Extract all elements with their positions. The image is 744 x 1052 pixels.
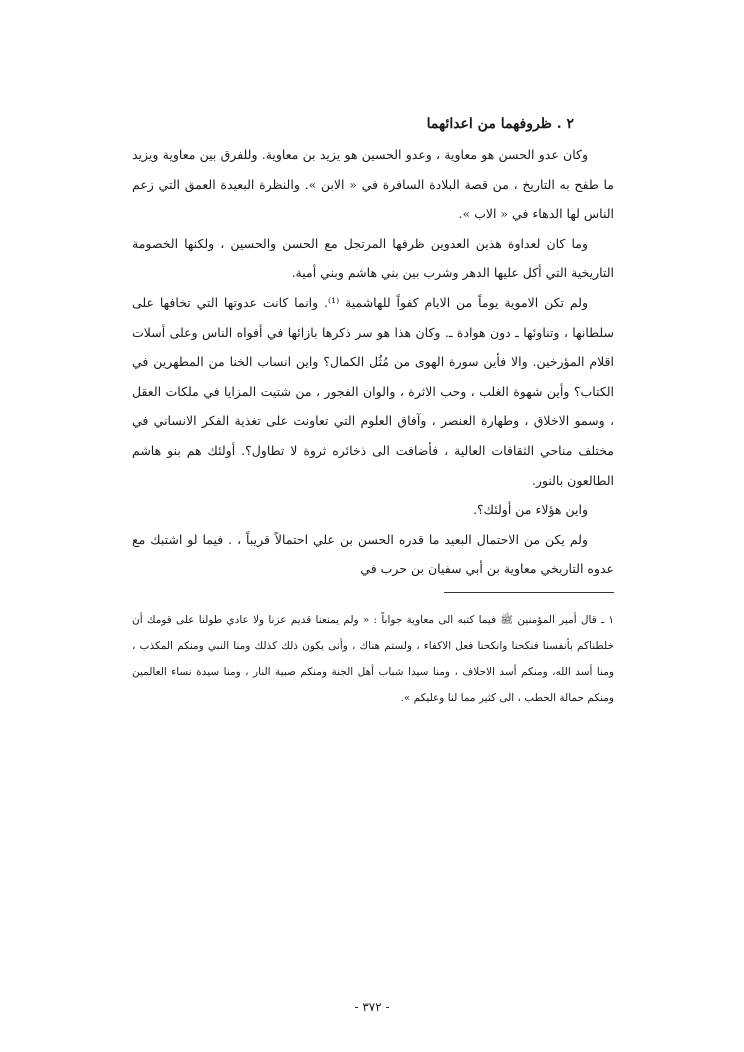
footnote: ١ ـ قال أمير المؤمنين ﷺ فيما كتبه الى معاوية جواباً : « ولم يمنعنا قديم عزنا ولا عادي طولنا على قومك أن خلطناكم بأنفسنا فنكحنا وانكحنا فعل الاكفاء ، ولستم هناك ، وأنى يكون ذلك كذلك ومنا النبي ومنكم المكذب ، ومنا أسد الله، ومنكم أسد الاحلاف ، ومنا سيدا شباب أهل الجنة ومنكم صبية النار ، ومنا سيدة نساء العالمين ومنكم حمالة الحطب ، الى كثير مما لنا وعليكم ».: [132, 613, 614, 704]
paragraph-4: واين هؤلاء من أولئك؟.: [473, 502, 588, 518]
paragraph-5: ولم يكن من الاحتمال البعيد ما قدره الحسن بن علي احتمالاً قريباً ، . فيما لو اشتبك مع عدوه التاريخي معاوية بن أبي سفيان بن حرب في: [132, 531, 614, 577]
paragraph-1: وكان عدو الحسن هو معاوية ، وعدو الحسين هو يزيد بن معاوية. وللفرق بين معاوية ويزيد ما طفح به التاريخ ، من قصة البلادة السافرة في « الابن ». والنظرة البعيدة العمق التي زعم الناس لها الدهاء في « الاب ».: [132, 147, 614, 222]
section-heading: ٢ . ظروفهما من اعدائهما: [426, 116, 574, 132]
page-body: [132, 112, 614, 711]
paragraph-2: وما كان لعداوة هذين العدوين ظرفها المرتجل مع الحسن والحسين ، ولكنها الخصومة التاريخية التي أكل عليها الدهر وشرب بين بني هاشم وبني أمية.: [132, 235, 614, 281]
paragraph-3: ولم تكن الاموية يوماً من الايام كفواً للهاشمية ⁽¹⁾. وانما كانت عدوتها التي تخافها على سلطانها ، وتناوئها ـ دون هوادة ـ. وكان هذا هو سر ذكرها بازائها في أفواه الناس وعلى أسلات اقلام المؤرخين. والا فأين سورة الهوى من مُثُل الكمال؟ واين انساب الخنا من المطهرين في الكتاب؟ وأين شهوة الغلب ، وحب الاثرة ، والوان الفجور ، من شتيت المزايا في ملكات العقل ، وسمو الاخلاق ، وطهارة العنصر ، وآفاق العلوم التي تعاونت على تغذية الفكر الانساني في مختلف مناحي الثقافات العالية ، فأضافت الى ذخائره ثروة لا تطاول؟. أولئك هم بنو هاشم الطالعون بالنور.: [132, 294, 614, 488]
page-number: - ٣٧٢ -: [354, 1000, 390, 1014]
footnote-divider: [444, 592, 614, 593]
